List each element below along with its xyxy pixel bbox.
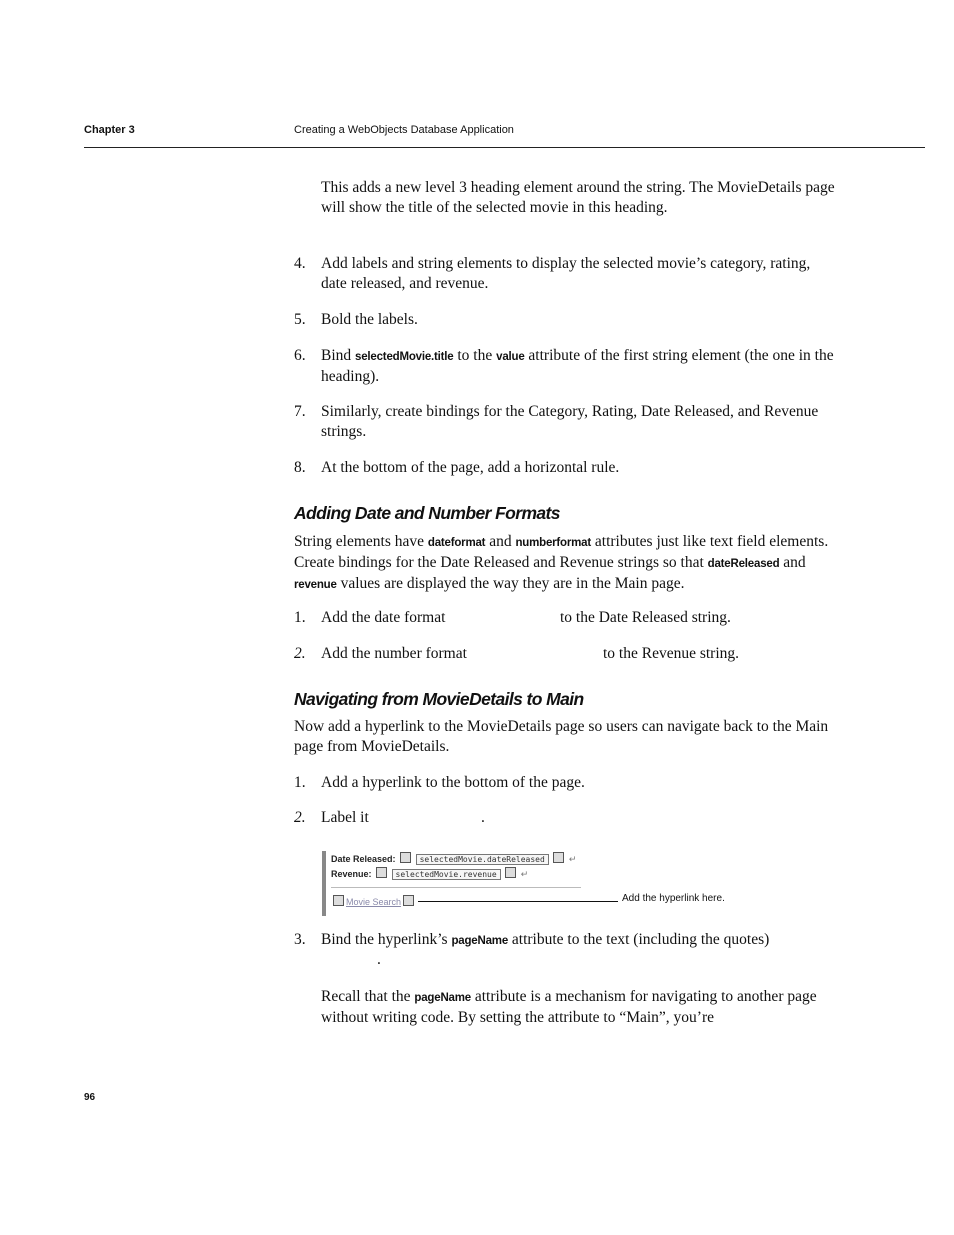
- step-number: 1.: [294, 609, 306, 626]
- step-text-b: .: [481, 809, 485, 826]
- step-number: 8.: [294, 459, 306, 476]
- figure-callout: Add the hyperlink here.: [622, 893, 725, 904]
- hyperlink-icon: [333, 895, 344, 906]
- figure-row-date: [331, 852, 576, 865]
- code-selectedmovie-title: selectedMovie.title: [355, 351, 454, 363]
- step-text: Add labels and string elements to display the selected movie’s category, rating, date released, and revenue.: [321, 255, 811, 292]
- formats-paragraph: String elements have dateformat and numberformat attributes just like text field elements. Create bindings for the Date Released and Revenue strings so that dateReleased and revenue values are displayed the way they are in the Main page.: [294, 533, 829, 592]
- figure-screenshot: [322, 849, 582, 917]
- step-text: Bind selectedMovie.title to the value attribute of the first string element (the one in the heading).: [321, 347, 834, 385]
- figure-label-date: Date Released:: [331, 854, 396, 864]
- string-element-icon: [553, 852, 564, 863]
- page-number: 96: [84, 1092, 96, 1103]
- string-element-icon: [376, 867, 387, 878]
- step-number: 3.: [294, 931, 306, 948]
- string-element-icon: [400, 852, 411, 863]
- hyperlink-icon: [403, 895, 414, 906]
- code-revenue: revenue: [294, 579, 337, 591]
- code-value: value: [496, 351, 525, 363]
- step-number: 6.: [294, 347, 306, 364]
- code-datereleased: dateReleased: [707, 558, 780, 570]
- section-heading-formats: Adding Date and Number Formats: [294, 503, 560, 523]
- step-number: 7.: [294, 403, 306, 420]
- step-text-b: to the Revenue string.: [603, 645, 740, 662]
- step-text: At the bottom of the page, add a horizontal rule.: [321, 459, 620, 476]
- running-header-title: Creating a WebObjects Database Application: [294, 124, 514, 136]
- figure-row-revenue: [331, 867, 528, 880]
- return-icon: ↵: [568, 854, 577, 864]
- callout-leader-line: [418, 901, 618, 902]
- step-number: 5.: [294, 311, 306, 328]
- step-number: 2.: [294, 809, 306, 826]
- header-rule: [84, 147, 925, 148]
- code-pagename: pageName: [451, 935, 509, 947]
- navigating-paragraph: Now add a hyperlink to the MovieDetails page so users can navigate back to the Main page from MovieDetails.: [294, 718, 829, 755]
- chapter-label: Chapter 3: [84, 124, 135, 136]
- return-icon: ↵: [520, 869, 529, 879]
- code-pagename: pageName: [414, 992, 471, 1004]
- step-number: 1.: [294, 774, 306, 791]
- step-text-a: Add the number format: [321, 645, 467, 662]
- step-text: Similarly, create bindings for the Category, Rating, Date Released, and Revenue strings.: [321, 403, 819, 440]
- section-heading-navigating: Navigating from MovieDetails to Main: [294, 689, 584, 709]
- step-text-line2: .: [377, 951, 381, 968]
- figure-row-link: [331, 895, 416, 907]
- figure-value-date: selectedMovie.dateReleased: [416, 854, 549, 865]
- step-text: Add a hyperlink to the bottom of the page.: [321, 774, 585, 791]
- step-number: 2.: [294, 645, 306, 662]
- figure-hyperlink[interactable]: Movie Search: [346, 897, 402, 907]
- step-text-a: Label it: [321, 809, 369, 826]
- figure-value-revenue: selectedMovie.revenue: [392, 869, 501, 880]
- string-element-icon: [505, 867, 516, 878]
- step-text: Bold the labels.: [321, 311, 418, 328]
- figure-label-revenue: Revenue:: [331, 869, 372, 879]
- intro-paragraph: This adds a new level 3 heading element around the string. The MovieDetails page will show the title of the selected movie in this heading.: [321, 179, 835, 216]
- code-dateformat: dateformat: [427, 537, 486, 549]
- code-numberformat: numberformat: [515, 537, 592, 549]
- step-text: Bind the hyperlink’s pageName attribute to the text (including the quotes): [321, 931, 770, 948]
- figure-hr: [331, 887, 581, 888]
- step-text-a: Add the date format: [321, 609, 446, 626]
- step-text-b: to the Date Released string.: [560, 609, 731, 626]
- recall-paragraph: Recall that the pageName attribute is a mechanism for navigating to another page without writing code. By setting the attribute to “Main”, you’re: [321, 988, 817, 1026]
- step-number: 4.: [294, 255, 306, 272]
